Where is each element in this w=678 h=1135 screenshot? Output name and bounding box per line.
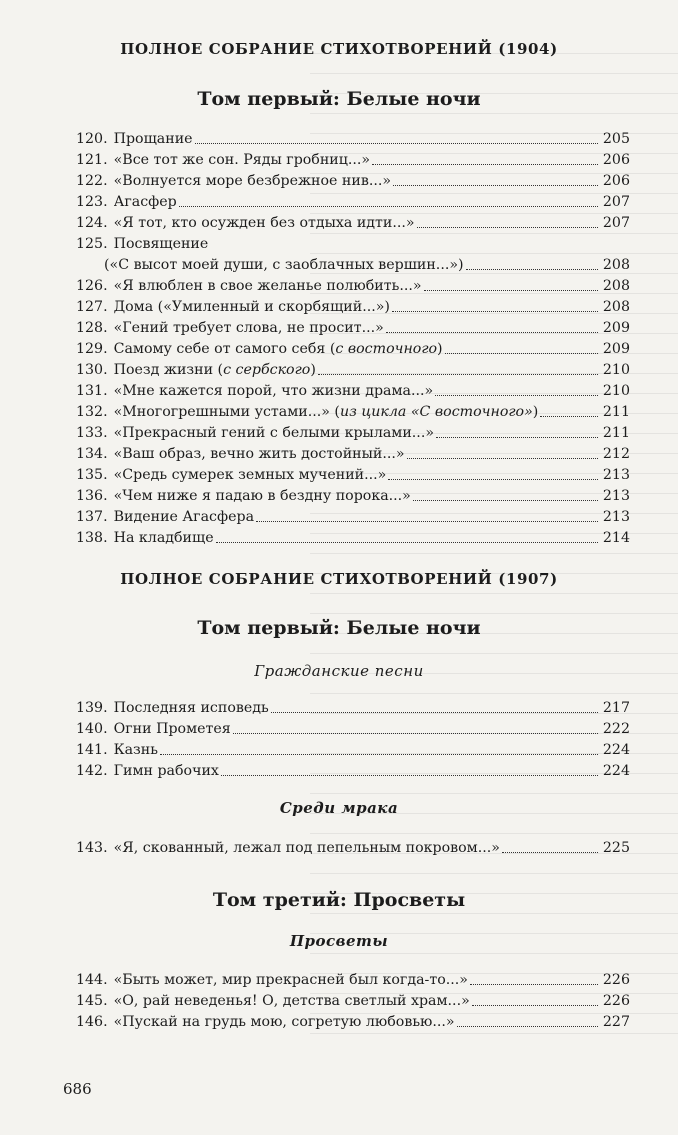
- toc-entry: 127. Дома («Умиленный и скорбящий...») 208: [76, 299, 630, 315]
- toc-entry: 143. «Я, скованный, лежал под пепельным покровом...» 225: [76, 840, 630, 856]
- toc-entry: 146. «Пускай на грудь мою, согретую любовью...» 227: [76, 1014, 630, 1030]
- section-heading-among-darkness: Среди мрака: [279, 799, 399, 817]
- toc-entry: 138. На кладбище 214: [76, 530, 630, 546]
- toc-entry: 122. «Волнуется море безбрежное нив...» 206: [76, 173, 630, 189]
- toc-entry: 130. Поезд жизни (с сербского) 210: [76, 362, 630, 378]
- collection-heading-1907: ПОЛНОЕ СОБРАНИЕ СТИХОТВОРЕНИЙ (1907): [120, 570, 558, 588]
- toc-entry: 144. «Быть может, мир прекрасней был когда-то...» 226: [76, 972, 630, 988]
- toc-entry: 139. Последняя исповедь 217: [76, 700, 630, 716]
- volume-heading-1: Том первый: Белые ночи: [197, 88, 481, 110]
- volume-heading-3: Том третий: Просветы: [212, 889, 466, 911]
- toc-entry: 140. Огни Прометея 222: [76, 721, 630, 737]
- toc-entry: 133. «Прекрасный гений с белыми крылами...» 211: [76, 425, 630, 441]
- page-number: 686: [63, 1080, 92, 1098]
- toc-entry: 123. Агасфер 207: [76, 194, 630, 210]
- toc-entry: 137. Видение Агасфера 213: [76, 509, 630, 525]
- toc-entry: 126. «Я влюблен в свое желанье полюбить...» 208: [76, 278, 630, 294]
- toc-entry: 129. Самому себе от самого себя (с восточного) 209: [76, 341, 630, 357]
- toc-entry: 131. «Мне кажется порой, что жизни драма...» 210: [76, 383, 630, 399]
- volume-heading-2: Том первый: Белые ночи: [197, 617, 481, 639]
- toc-entry: 121. «Все тот же сон. Ряды гробниц...» 206: [76, 152, 630, 168]
- toc-entry: 124. «Я тот, кто осужден без отдыха идти...» 207: [76, 215, 630, 231]
- toc-entry: 136. «Чем ниже я падаю в бездну порока...» 213: [76, 488, 630, 504]
- toc-entry: 120. Прощание 205: [76, 131, 630, 147]
- toc-entry: 134. «Ваш образ, вечно жить достойный...» 212: [76, 446, 630, 462]
- section-heading-civic-songs: Гражданские песни: [254, 662, 424, 680]
- toc-entry-continuation: («С высот моей души, с заоблачных вершин...») 208: [104, 257, 630, 273]
- toc-entry: 142. Гимн рабочих 224: [76, 763, 630, 779]
- toc-entry: 125. Посвящение: [76, 236, 209, 252]
- toc-entry: 141. Казнь 224: [76, 742, 630, 758]
- section-heading-prosvety: Просветы: [289, 932, 389, 950]
- toc-entry: 128. «Гений требует слова, не просит...» 209: [76, 320, 630, 336]
- collection-heading-1904: ПОЛНОЕ СОБРАНИЕ СТИХОТВОРЕНИЙ (1904): [120, 40, 558, 58]
- toc-entry: 132. «Многогрешными устами...» (из цикла «С восточного») 211: [76, 404, 630, 420]
- toc-entry: 145. «О, рай неведенья! О, детства светлый храм...» 226: [76, 993, 630, 1009]
- toc-entry: 135. «Средь сумерек земных мучений...» 213: [76, 467, 630, 483]
